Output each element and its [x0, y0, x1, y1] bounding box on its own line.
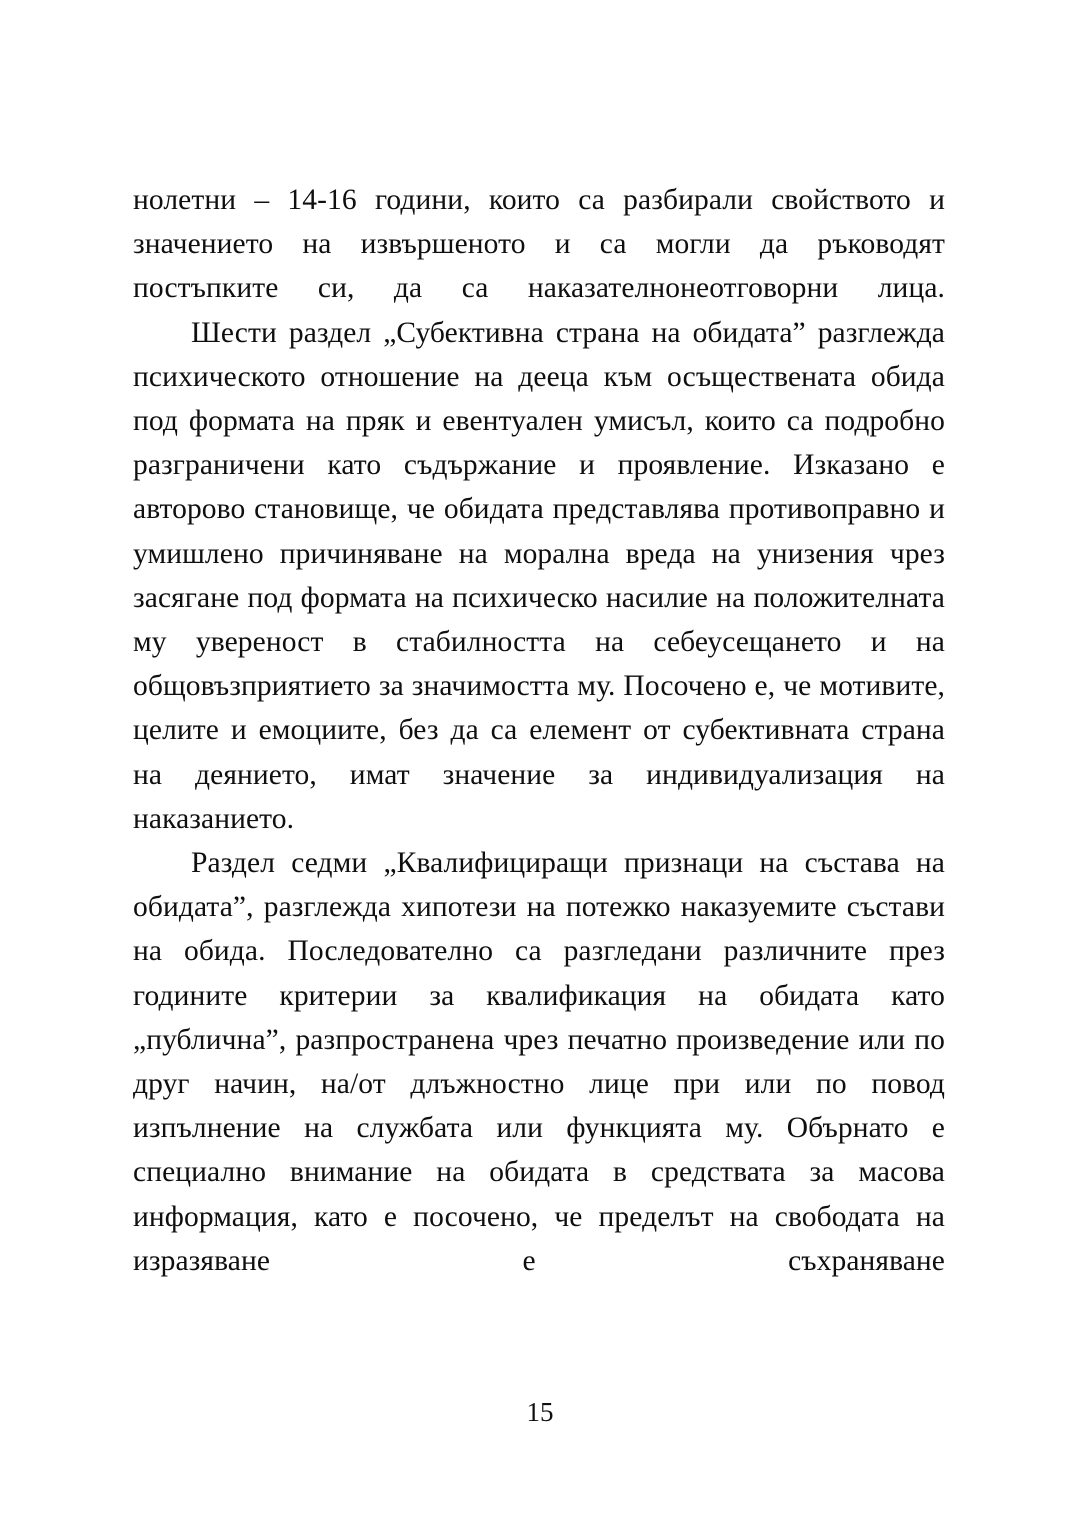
paragraph-section-seven: Раздел седми „Квалифициращи признаци на състава на обидата”, разглежда хипотези на потежко наказуемите състави на обида. Последователно са разгледани различните през годините критерии за квалификация на обидата като „публична”, разпространена чрез печатно произведение или по друг начин, на/от длъжностно лице при или по повод изпълнение на службата или функцията му. Обърнато е специално внимание на обидата в средствата за масова информация, като е посочено, че пределът на свободата на изразяване е съхраняване — [133, 847, 945, 1277]
paragraph-continued: нолетни – 14-16 години, които са разбирали свойството и значението на извършеното и са могли да ръководят постъпките си, да са наказателнонеотговорни лица. — [133, 184, 945, 305]
page-number: 15 — [526, 1397, 554, 1427]
paragraph-section-six: Шести раздел „Субективна страна на обидата” разглежда психическото отношение на дееца към осъществената обида под формата на пряк и евентуален умисъл, които са подробно разграничени като съдържание и проявление. Изказано е авторово становище, че обидата представлява противоправно и умишлено причиняване на морална вреда на унизения чрез засягане под формата на психическо насилие на положителната му увереност в стабилността на себеусещането и на общовъзприятието за значимостта му. Посочено е, че мотивите, целите и емоциите, без да са елемент от субективната страна на деянието, имат значение за индивидуализация на наказанието. — [133, 316, 945, 835]
page-body-text — [133, 178, 945, 1283]
